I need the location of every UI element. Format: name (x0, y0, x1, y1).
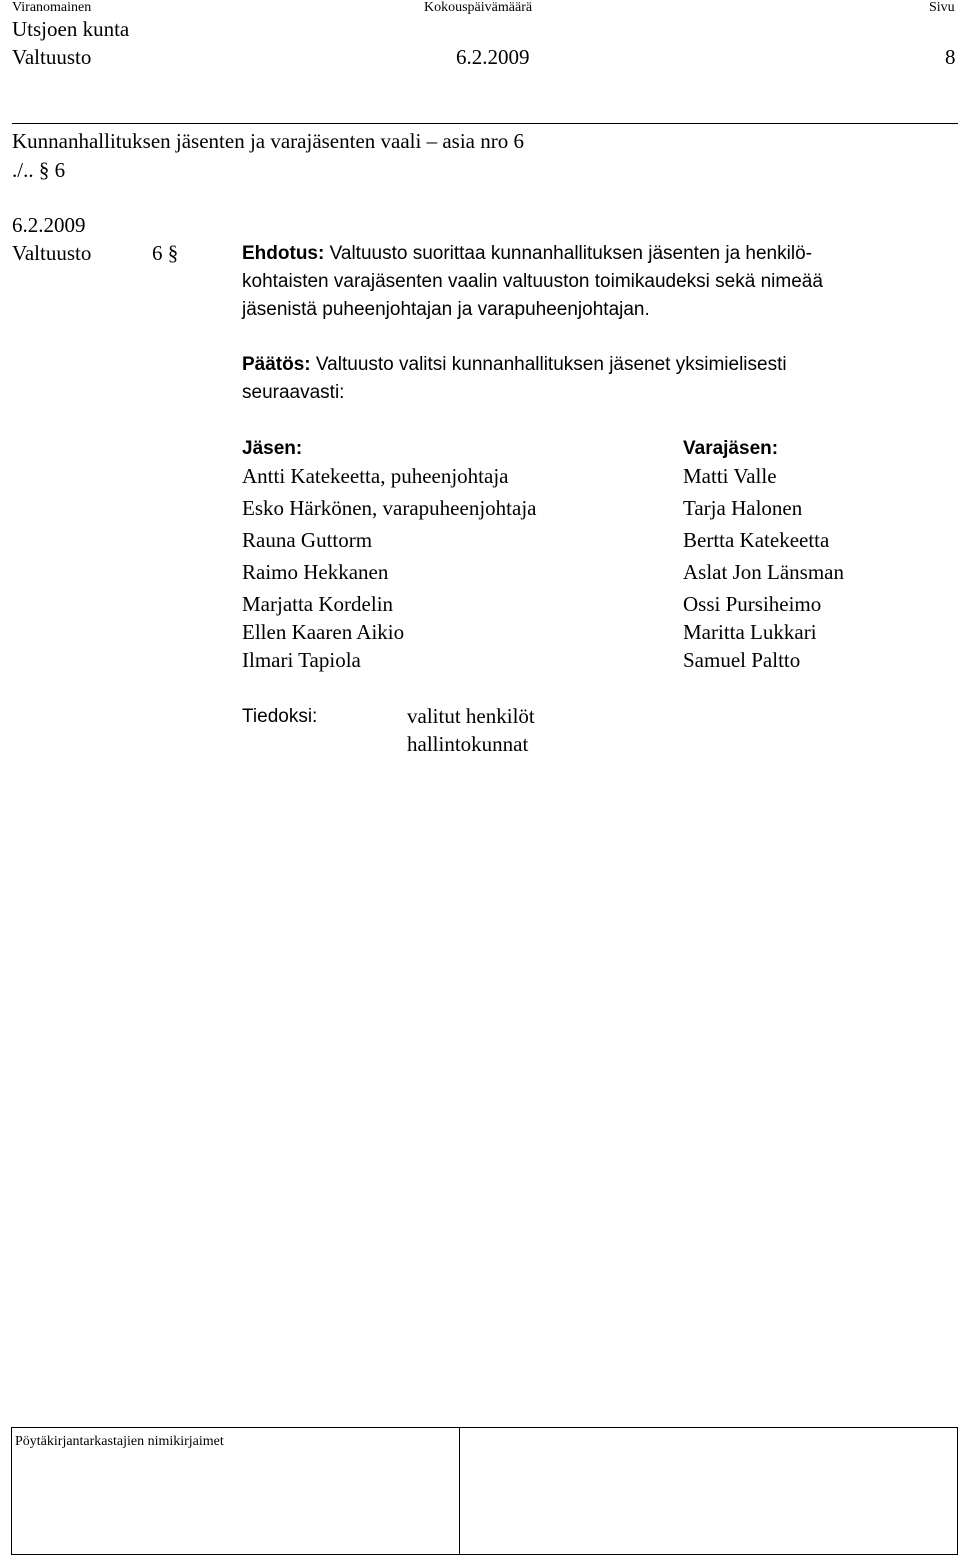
proposal-line-3: jäsenistä puheenjohtajan ja varapuheenjohtajan. (242, 299, 650, 320)
signature-divider (459, 1428, 460, 1554)
proposal-line-2: kohtaisten varajäsenten vaalin valtuuston toimikaudeksi sekä nimeää (242, 271, 823, 292)
decision-label: Päätös: (242, 354, 311, 375)
subject-title: Kunnanhallituksen jäsenten ja varajäsenten vaali – asia nro 6 (12, 129, 524, 153)
minutes-body: Valtuusto (12, 241, 92, 265)
minutes-date: 6.2.2009 (12, 213, 86, 237)
decision-line-1 (242, 353, 787, 376)
header-authority: Utsjoen kunta (12, 17, 130, 41)
deputies-header: Varajäsen: (683, 438, 779, 459)
deputy-item: Bertta Katekeetta (683, 528, 830, 552)
member-item: Ilmari Tapiola (242, 648, 361, 672)
deputy-item: Matti Valle (683, 464, 777, 488)
member-item: Esko Härkönen, varapuheenjohtaja (242, 496, 537, 520)
member-item: Ellen Kaaren Aikio (242, 620, 405, 644)
minutes-section: 6 § (152, 241, 179, 265)
signature-box (11, 1427, 958, 1555)
header-date-label: Kokouspäivämäärä (424, 0, 533, 15)
proposal-line-1 (242, 242, 812, 265)
header-date: 6.2.2009 (456, 45, 530, 69)
proposal-label: Ehdotus: (242, 243, 325, 264)
proposal-text-1: Valtuusto suorittaa kunnanhallituksen jäsenten ja henkilö- (329, 243, 812, 264)
deputy-item: Maritta Lukkari (683, 620, 817, 644)
subject-reference: ./.. § 6 (12, 158, 66, 182)
info-label: Tiedoksi: (242, 706, 318, 727)
deputy-item: Aslat Jon Länsman (683, 560, 844, 584)
deputy-item: Samuel Paltto (683, 648, 801, 672)
signature-label: Pöytäkirjantarkastajien nimikirjaimet (15, 1434, 224, 1449)
member-item: Antti Katekeetta, puheenjohtaja (242, 464, 509, 488)
info-line: valitut henkilöt (407, 704, 535, 728)
members-header: Jäsen: (242, 438, 303, 459)
info-line: hallintokunnat (407, 732, 529, 756)
member-item: Rauna Guttorm (242, 528, 373, 552)
member-item: Raimo Hekkanen (242, 560, 389, 584)
header-authority-label: Viranomainen (12, 0, 92, 15)
deputy-item: Tarja Halonen (683, 496, 803, 520)
header-body: Valtuusto (12, 45, 92, 69)
member-item: Marjatta Kordelin (242, 592, 394, 616)
header-page-label: Sivu (929, 0, 955, 15)
decision-text-1: Valtuusto valitsi kunnanhallituksen jäsenet yksimielisesti (315, 354, 787, 375)
header-page-number: 8 (945, 45, 956, 69)
header-divider (12, 123, 958, 124)
decision-line-2: seuraavasti: (242, 382, 345, 403)
deputy-item: Ossi Pursiheimo (683, 592, 822, 616)
